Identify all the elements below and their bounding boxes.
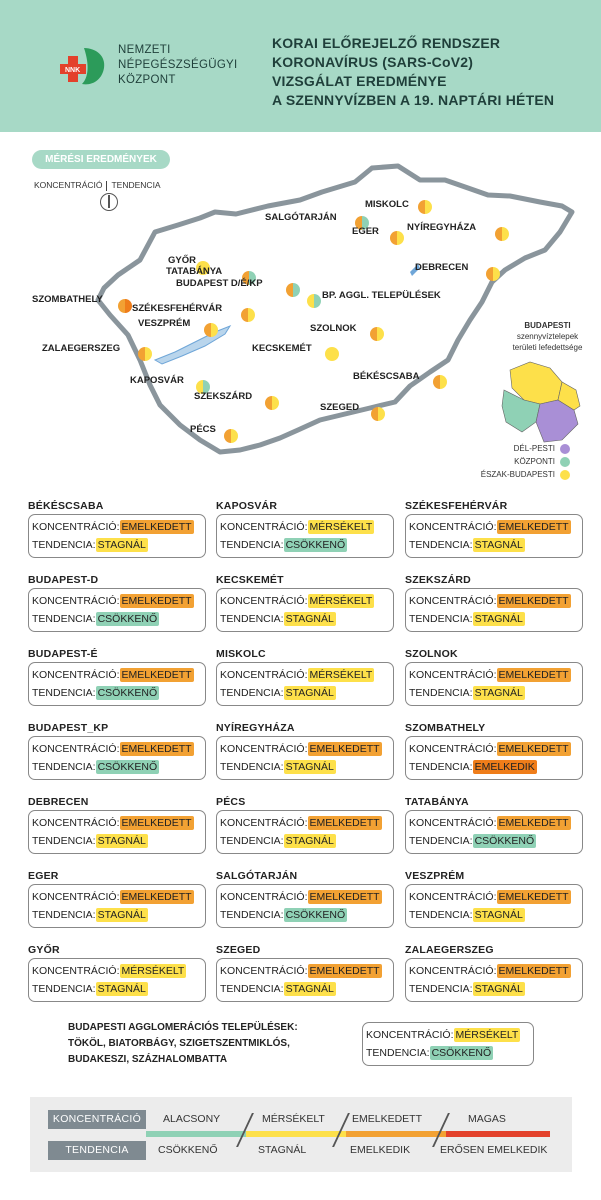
map-label: DEBRECEN: [415, 262, 469, 273]
tendency-row: [32, 536, 202, 554]
tendency-row: [409, 758, 579, 776]
tendency-value: STAGNÁL: [285, 613, 334, 625]
map-label: SZOLNOK: [310, 323, 357, 334]
tendency-row: [220, 536, 390, 554]
tendency-label: TENDENCIA:: [32, 539, 96, 551]
tendency-row: [32, 758, 202, 776]
concentration-row: [409, 518, 579, 536]
concentration-value: EMELKEDETT: [121, 521, 192, 533]
aggl-tend-value: CSÖKKENŐ: [431, 1047, 492, 1059]
map-label: BUDAPEST D/É/KP: [176, 278, 263, 289]
concentration-value: MÉRSÉKELT: [309, 669, 373, 681]
city-name: SALGÓTARJÁN: [216, 870, 298, 882]
concentration-value: EMELKEDETT: [121, 743, 192, 755]
concentration-row: [409, 962, 579, 980]
bud-legend-dot-icon: [560, 470, 570, 480]
tendency-row: [220, 610, 390, 628]
tendency-value: CSÖKKENŐ: [285, 909, 346, 921]
concentration-label: KONCENTRÁCIÓ:: [409, 669, 497, 681]
concentration-value: EMELKEDETT: [121, 891, 192, 903]
city-card-box: [28, 588, 206, 632]
tend-level-2: EMELKEDIK: [350, 1144, 411, 1156]
tendency-value: STAGNÁL: [285, 761, 334, 773]
tendency-value: STAGNÁL: [97, 835, 146, 847]
concentration-row: [409, 814, 579, 832]
city-card-box: [405, 884, 583, 928]
map-label: BÉKÉSCSABA: [353, 371, 420, 382]
tendency-label: TENDENCIA:: [220, 539, 284, 551]
city-name: MISKOLC: [216, 648, 266, 660]
map-label: NYÍREGYHÁZA: [407, 222, 477, 233]
tendency-row: [32, 684, 202, 702]
tendency-value: STAGNÁL: [285, 983, 334, 995]
city-card-box: [28, 958, 206, 1002]
legend-conc-label: KONCENTRÁCIÓ: [34, 180, 103, 190]
city-name: DEBRECEN: [28, 796, 89, 808]
bottom-legend: [30, 1097, 572, 1172]
concentration-row: [409, 888, 579, 906]
city-card: [28, 868, 206, 928]
map-label: SZEGED: [320, 402, 360, 413]
tendency-label: TENDENCIA:: [409, 761, 473, 773]
city-card-box: [216, 884, 394, 928]
divider-2: [332, 1113, 350, 1147]
tendency-label: TENDENCIA:: [220, 687, 284, 699]
city-name: KAPOSVÁR: [216, 500, 278, 512]
city-card: [28, 942, 206, 1002]
map-label: PÉCS: [190, 424, 216, 435]
city-name: ZALAEGERSZEG: [405, 944, 494, 956]
tendency-value: STAGNÁL: [285, 835, 334, 847]
tendency-label: TENDENCIA:: [220, 761, 284, 773]
bar-medium: [246, 1131, 346, 1137]
city-name: PÉCS: [216, 796, 246, 808]
city-name: TATABÁNYA: [405, 796, 469, 808]
tendency-label: TENDENCIA:: [220, 835, 284, 847]
concentration-row: [220, 740, 390, 758]
concentration-value: EMELKEDETT: [309, 965, 380, 977]
city-name: EGER: [28, 870, 59, 882]
tendency-row: [409, 684, 579, 702]
city-name: SZOLNOK: [405, 648, 458, 660]
tendency-row: [409, 832, 579, 850]
map-legend: [34, 180, 161, 191]
tendency-value: CSÖKKENŐ: [474, 835, 535, 847]
concentration-value: EMELKEDETT: [121, 595, 192, 607]
concentration-value: EMELKEDETT: [309, 817, 380, 829]
city-card: [405, 942, 583, 1002]
aggl-card: KONCENTRÁCIÓ: MÉRSÉKELT TENDENCIA: CSÖKKENŐ: [362, 1022, 534, 1066]
concentration-value: EMELKEDETT: [498, 891, 569, 903]
bud-legend-dot-icon: [560, 457, 570, 467]
city-card: [405, 498, 583, 558]
city-card: [216, 572, 394, 632]
tendency-value: STAGNÁL: [97, 909, 146, 921]
concentration-label: KONCENTRÁCIÓ:: [32, 891, 120, 903]
concentration-row: [220, 888, 390, 906]
status-dot-icon: [265, 396, 279, 410]
city-card-box: [28, 514, 206, 558]
city-card-box: [216, 810, 394, 854]
map-label: VESZPRÉM: [138, 318, 191, 329]
concentration-label: KONCENTRÁCIÓ:: [220, 891, 308, 903]
city-card-box: [405, 810, 583, 854]
city-card: [216, 720, 394, 780]
map-label: SZÉKESFEHÉRVÁR: [132, 303, 223, 314]
concentration-row: [32, 518, 202, 536]
tendency-row: [220, 980, 390, 998]
city-card: [405, 868, 583, 928]
concentration-label: KONCENTRÁCIÓ:: [409, 743, 497, 755]
status-dot-icon: [138, 347, 152, 361]
map-label: TATABÁNYA: [166, 266, 223, 277]
nnk-logo-icon: [60, 46, 110, 88]
city-card: [216, 498, 394, 558]
status-dot-icon: [224, 429, 238, 443]
legend-tend-badge: TENDENCIA: [48, 1141, 146, 1160]
concentration-row: [409, 592, 579, 610]
city-card-box: [405, 958, 583, 1002]
tendency-label: TENDENCIA:: [32, 983, 96, 995]
concentration-value: EMELKEDETT: [498, 743, 569, 755]
concentration-value: MÉRSÉKELT: [309, 595, 373, 607]
concentration-row: [32, 888, 202, 906]
bud-legend-dot-icon: [560, 444, 570, 454]
status-dot-icon: [486, 267, 500, 281]
tendency-row: [220, 906, 390, 924]
tendency-label: TENDENCIA:: [220, 613, 284, 625]
tendency-label: TENDENCIA:: [409, 909, 473, 921]
tendency-label: TENDENCIA:: [409, 613, 473, 625]
map-label: SALGÓTARJÁN: [265, 212, 337, 223]
city-card: [28, 572, 206, 632]
map-label: KECSKEMÉT: [252, 343, 312, 354]
concentration-label: KONCENTRÁCIÓ:: [32, 595, 120, 607]
concentration-label: KONCENTRÁCIÓ:: [220, 669, 308, 681]
city-name: BUDAPEST-É: [28, 648, 98, 660]
city-name: SZEGED: [216, 944, 261, 956]
city-card-box: [216, 958, 394, 1002]
concentration-value: EMELKEDETT: [309, 743, 380, 755]
tendency-label: TENDENCIA:: [32, 909, 96, 921]
legend-tend-label: TENDENCIA: [111, 180, 161, 190]
concentration-row: [409, 666, 579, 684]
section-pill: MÉRÉSI EREDMÉNYEK: [32, 150, 170, 169]
concentration-row: [220, 666, 390, 684]
bar-high: [446, 1131, 550, 1137]
city-card: [28, 720, 206, 780]
concentration-label: KONCENTRÁCIÓ:: [409, 965, 497, 977]
tendency-value: CSÖKKENŐ: [97, 613, 158, 625]
city-card-box: [405, 514, 583, 558]
budapest-district-map: [500, 360, 582, 445]
city-name: BUDAPEST-D: [28, 574, 99, 586]
city-card: [216, 868, 394, 928]
city-name: KECSKEMÉT: [216, 574, 284, 586]
bar-low: [146, 1131, 246, 1137]
concentration-label: KONCENTRÁCIÓ:: [32, 965, 120, 977]
concentration-value: EMELKEDETT: [121, 669, 192, 681]
concentration-value: EMELKEDETT: [498, 521, 569, 533]
city-card-box: [28, 736, 206, 780]
tendency-value: STAGNÁL: [97, 539, 146, 551]
tendency-value: STAGNÁL: [474, 687, 523, 699]
tend-level-3: ERŐSEN EMELKEDIK: [440, 1144, 548, 1156]
tend-level-1: STAGNÁL: [258, 1144, 307, 1156]
concentration-label: KONCENTRÁCIÓ:: [220, 743, 308, 755]
legend-dot-icon: [100, 193, 118, 211]
city-card: [405, 794, 583, 854]
tendency-label: TENDENCIA:: [32, 687, 96, 699]
tendency-label: TENDENCIA:: [32, 613, 96, 625]
concentration-row: [32, 666, 202, 684]
budapest-legend-title: BUDAPESTI szennyvíztelepek területi lefedettsége: [512, 321, 583, 352]
lake-balaton: [155, 326, 230, 364]
concentration-value: EMELKEDETT: [498, 965, 569, 977]
concentration-label: KONCENTRÁCIÓ:: [409, 595, 497, 607]
tendency-value: STAGNÁL: [474, 613, 523, 625]
city-name: BÉKÉSCSABA: [28, 500, 104, 512]
concentration-label: KONCENTRÁCIÓ:: [220, 521, 308, 533]
concentration-value: EMELKEDETT: [498, 817, 569, 829]
tendency-row: [220, 684, 390, 702]
city-card: [405, 572, 583, 632]
conc-level-0: ALACSONY: [163, 1113, 221, 1125]
tendency-label: TENDENCIA:: [32, 835, 96, 847]
tendency-row: [409, 610, 579, 628]
city-card: [405, 720, 583, 780]
tendency-label: TENDENCIA:: [409, 539, 473, 551]
concentration-label: KONCENTRÁCIÓ:: [220, 595, 308, 607]
status-dot-icon: [495, 227, 509, 241]
city-card-box: [216, 662, 394, 706]
conc-level-3: MAGAS: [468, 1113, 506, 1125]
concentration-row: [220, 814, 390, 832]
city-name: SZÉKESFEHÉRVÁR: [405, 500, 508, 512]
city-card-box: [28, 884, 206, 928]
status-dot-icon: [241, 308, 255, 322]
concentration-label: KONCENTRÁCIÓ:: [32, 743, 120, 755]
city-card: [216, 794, 394, 854]
map-label: MISKOLC: [365, 199, 409, 210]
tendency-label: TENDENCIA:: [220, 909, 284, 921]
map-label: KAPOSVÁR: [130, 375, 184, 386]
conc-level-2: EMELKEDETT: [352, 1113, 423, 1125]
map-label: SZEKSZÁRD: [194, 391, 253, 402]
tendency-row: [220, 832, 390, 850]
header: [0, 0, 601, 132]
tendency-value: STAGNÁL: [474, 909, 523, 921]
concentration-row: [32, 740, 202, 758]
concentration-value: EMELKEDETT: [498, 595, 569, 607]
concentration-row: [32, 814, 202, 832]
org-name: NEMZETI NÉPEGÉSZSÉGÜGYI KÖZPONT: [118, 44, 238, 86]
city-card: [216, 646, 394, 706]
concentration-label: KONCENTRÁCIÓ:: [409, 891, 497, 903]
tendency-value: STAGNÁL: [474, 983, 523, 995]
tendency-row: [409, 980, 579, 998]
tendency-row: [32, 906, 202, 924]
concentration-label: KONCENTRÁCIÓ:: [409, 817, 497, 829]
concentration-value: EMELKEDETT: [498, 669, 569, 681]
bar-elevated: [346, 1131, 446, 1137]
legend-conc-badge: KONCENTRÁCIÓ: [48, 1110, 146, 1129]
concentration-row: [220, 962, 390, 980]
tendency-label: TENDENCIA:: [32, 761, 96, 773]
city-name: BUDAPEST_KP: [28, 722, 109, 734]
tendency-row: [32, 610, 202, 628]
page-title: KORAI ELŐREJELZŐ RENDSZER KORONAVÍRUS (SARS-CoV2) VIZSGÁLAT EREDMÉNYE A SZENNYVÍZBEN A 19. NAPTÁRI HÉTEN: [272, 35, 555, 108]
divider-1: [236, 1113, 254, 1147]
city-card: [405, 646, 583, 706]
tendency-value: CSÖKKENŐ: [97, 687, 158, 699]
concentration-row: [32, 592, 202, 610]
city-name: NYÍREGYHÁZA: [216, 722, 295, 734]
tendency-row: [32, 832, 202, 850]
tendency-label: TENDENCIA:: [409, 687, 473, 699]
tendency-value: CSÖKKENŐ: [97, 761, 158, 773]
city-name: GYŐR: [28, 944, 60, 956]
aggl-conc-value: MÉRSÉKELT: [455, 1029, 519, 1041]
tend-level-0: CSÖKKENŐ: [158, 1144, 218, 1156]
tendency-label: TENDENCIA:: [409, 983, 473, 995]
city-name: SZEKSZÁRD: [405, 574, 471, 586]
city-name: SZOMBATHELY: [405, 722, 486, 734]
status-dot-icon: [390, 231, 404, 245]
tendency-value: STAGNÁL: [97, 983, 146, 995]
status-dot-icon: [286, 283, 300, 297]
concentration-label: KONCENTRÁCIÓ:: [220, 817, 308, 829]
concentration-value: EMELKEDETT: [121, 817, 192, 829]
city-card: [28, 498, 206, 558]
tendency-row: [409, 906, 579, 924]
concentration-value: EMELKEDETT: [309, 891, 380, 903]
status-dot-icon: [204, 323, 218, 337]
status-dot-icon: [418, 200, 432, 214]
concentration-value: MÉRSÉKELT: [309, 521, 373, 533]
logo-text: NNK: [65, 67, 81, 74]
tendency-label: TENDENCIA:: [220, 983, 284, 995]
tendency-value: STAGNÁL: [285, 687, 334, 699]
aggl-text: BUDAPESTI AGGLOMERÁCIÓS TELEPÜLÉSEK: TÖKÖL, BIATORBÁGY, SZIGETSZENTMIKLÓS, BUDAKESZI, SZÁZHALOMBATTA: [68, 1022, 298, 1065]
concentration-value: MÉRSÉKELT: [121, 965, 185, 977]
tendency-row: [409, 536, 579, 554]
city-card-box: [216, 588, 394, 632]
status-dot-icon: [307, 294, 321, 308]
concentration-label: KONCENTRÁCIÓ:: [32, 669, 120, 681]
city-card: [28, 646, 206, 706]
city-card-box: [405, 736, 583, 780]
city-card-box: [216, 514, 394, 558]
city-card: [216, 942, 394, 1002]
status-dot-icon: [433, 375, 447, 389]
divider-3: [432, 1113, 450, 1147]
tendency-row: [220, 758, 390, 776]
status-dot-icon: [370, 327, 384, 341]
city-card-box: [405, 662, 583, 706]
tendency-value: STAGNÁL: [474, 539, 523, 551]
map-label: EGER: [352, 226, 379, 237]
city-card: [28, 794, 206, 854]
tendency-label: TENDENCIA:: [409, 835, 473, 847]
status-dot-icon: [371, 407, 385, 421]
city-card-box: [28, 662, 206, 706]
concentration-row: [220, 518, 390, 536]
concentration-row: [409, 740, 579, 758]
map-label: ZALAEGERSZEG: [42, 343, 121, 354]
tendency-value: EMELKEDIK: [474, 761, 535, 773]
map-label: GYŐR: [168, 255, 196, 266]
concentration-label: KONCENTRÁCIÓ:: [220, 965, 308, 977]
map-label: SZOMBATHELY: [32, 294, 103, 305]
concentration-label: KONCENTRÁCIÓ:: [32, 817, 120, 829]
city-card-box: [216, 736, 394, 780]
city-name: VESZPRÉM: [405, 870, 465, 882]
city-card-box: [405, 588, 583, 632]
map-label: BP. AGGL. TELEPÜLÉSEK: [322, 290, 441, 301]
conc-level-1: MÉRSÉKELT: [262, 1113, 325, 1125]
concentration-row: [32, 962, 202, 980]
city-card-box: [28, 810, 206, 854]
status-dot-icon: [118, 299, 132, 313]
concentration-label: KONCENTRÁCIÓ:: [409, 521, 497, 533]
status-dot-icon: [325, 347, 339, 361]
tendency-row: [32, 980, 202, 998]
concentration-label: KONCENTRÁCIÓ:: [32, 521, 120, 533]
concentration-row: [220, 592, 390, 610]
tendency-value: CSÖKKENŐ: [285, 539, 346, 551]
